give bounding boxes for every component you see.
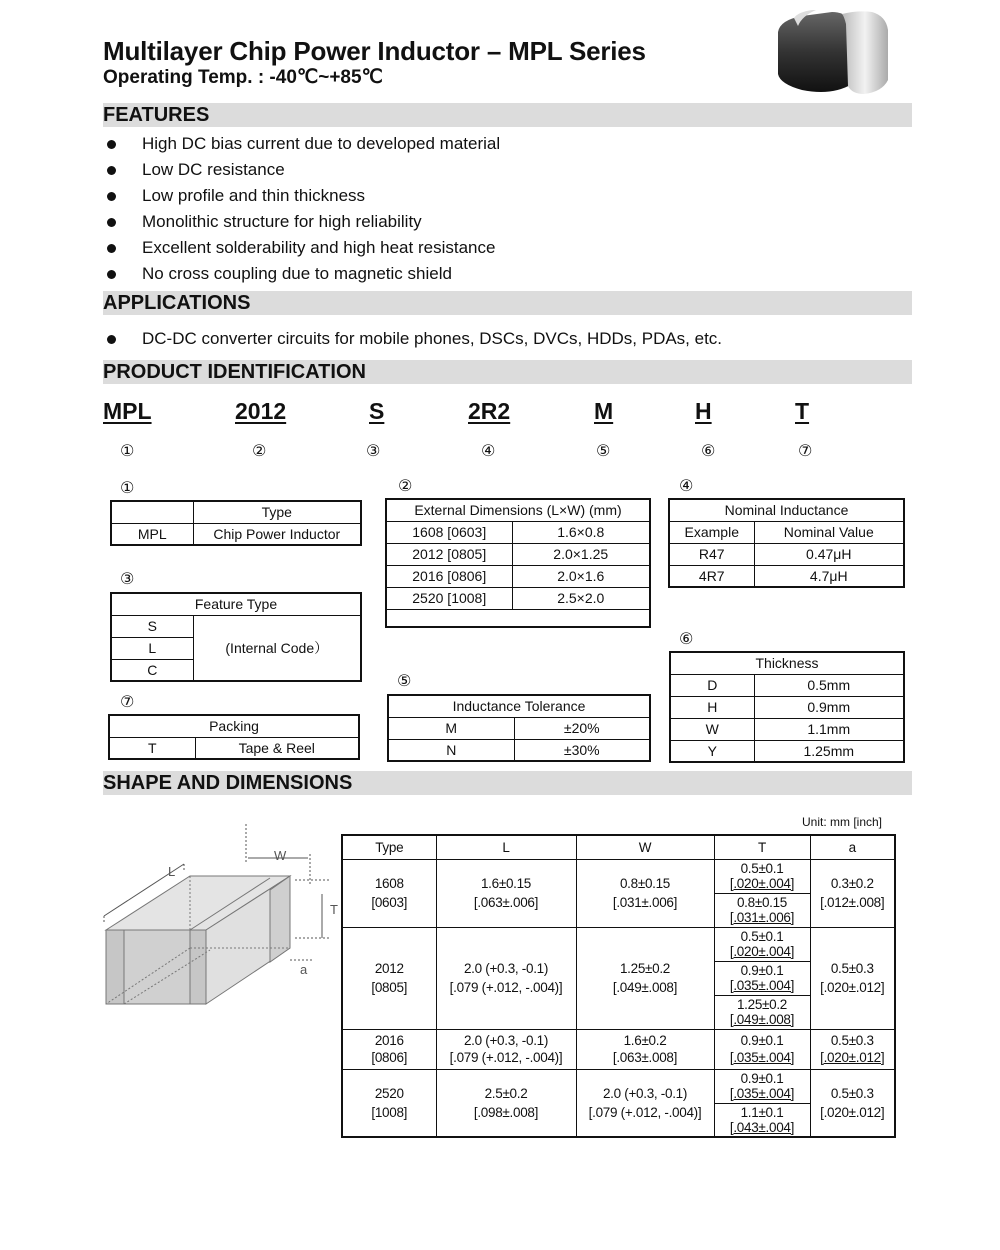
w-inch: [.049±.008] — [612, 980, 678, 995]
w-inch: [.079 (+.012, -.004)] — [588, 1104, 702, 1120]
dim-table — [385, 498, 651, 628]
marker-6: ⑥ — [701, 441, 716, 460]
tolerance-value: ±30% — [514, 739, 650, 761]
list-item: No cross coupling due to magnetic shield — [103, 261, 500, 287]
marker-2: ② — [252, 441, 267, 460]
feature-table — [110, 592, 362, 682]
type-inch: [0805] — [371, 980, 408, 995]
code-tolerance: M — [594, 398, 614, 424]
t-inch: [.043±.004] — [729, 1119, 795, 1135]
t-mm: 1.25±0.2 — [736, 997, 788, 1012]
dim-code: 2012 [0805] — [386, 543, 512, 565]
inductance-header: Nominal Inductance — [669, 499, 904, 521]
tolerance-header: Inductance Tolerance — [388, 695, 650, 717]
tolerance-value: ±20% — [514, 717, 650, 739]
code-feature: S — [369, 398, 385, 424]
code-inductance: 2R2 — [468, 398, 511, 424]
inductance-code: R47 — [669, 543, 754, 565]
unit-label: Unit: mm [inch] — [802, 815, 883, 829]
features-heading: FEATURES — [103, 103, 912, 127]
l-inch: [.079 (+.012, -.004)] — [449, 1050, 563, 1065]
tolerance-table-marker: ⑤ — [397, 671, 412, 690]
applications-list — [103, 326, 722, 352]
l-mm: 2.5±0.2 — [484, 1085, 528, 1101]
feature-table-marker: ③ — [120, 569, 135, 588]
type-desc: Chip Power Inductor — [193, 523, 361, 545]
a-inch: [.020±.012] — [820, 980, 885, 995]
a-mm: 0.5±0.3 — [830, 961, 874, 976]
dim-value: 2.0×1.25 — [512, 543, 650, 565]
dim-value: 1.6×0.8 — [512, 521, 650, 543]
type-table — [110, 500, 362, 546]
inductance-table — [668, 498, 905, 588]
col-header-a: a — [810, 835, 895, 859]
t-mm: 0.5±0.1 — [740, 861, 784, 876]
w-mm: 0.8±0.15 — [619, 876, 671, 891]
marker-3: ③ — [366, 441, 381, 460]
w-mm: 1.25±0.2 — [619, 961, 671, 976]
feature-code: L — [111, 637, 193, 659]
w-inch: [.031±.006] — [612, 895, 678, 910]
marker-5: ⑤ — [596, 441, 611, 460]
inductance-col-value: Nominal Value — [754, 521, 904, 543]
marker-7: ⑦ — [798, 441, 813, 460]
type-code: 2012 — [374, 961, 404, 976]
bullet-icon — [107, 166, 116, 175]
l-mm: 2.0 (+0.3, -0.1) — [463, 961, 549, 976]
feature-header: Feature Type — [111, 593, 361, 615]
t-inch: [.049±.008] — [729, 1012, 795, 1027]
feature-desc: (Internal Code） — [193, 615, 361, 681]
tolerance-table — [387, 694, 651, 762]
w-inch: [.063±.008] — [612, 1050, 678, 1065]
col-header-t: T — [714, 835, 810, 859]
list-item: DC-DC converter circuits for mobile phones, DSCs, DVCs, HDDs, PDAs, etc. — [103, 326, 722, 352]
diagram-label-w: W — [274, 848, 287, 863]
a-inch: [.020±.012] — [820, 1104, 885, 1120]
type-inch: [0806] — [371, 1050, 408, 1065]
l-inch: [.098±.008] — [473, 1104, 539, 1120]
chip-product-image — [772, 4, 892, 96]
t-mm: 0.5±0.1 — [740, 929, 784, 944]
shape-heading: SHAPE AND DIMENSIONS — [103, 771, 912, 795]
marker-4: ④ — [481, 441, 496, 460]
packing-table-marker: ⑦ — [120, 692, 135, 711]
page-title: Multilayer Chip Power Inductor – MPL Series — [103, 36, 646, 66]
tolerance-code: M — [388, 717, 514, 739]
type-code: 2520 — [374, 1085, 404, 1101]
a-mm: 0.3±0.2 — [830, 876, 874, 891]
inductance-code: 4R7 — [669, 565, 754, 587]
col-header-type: Type — [342, 835, 436, 859]
bullet-icon — [107, 244, 116, 253]
inductance-table-marker: ④ — [679, 476, 694, 495]
product-id-heading: PRODUCT IDENTIFICATION — [103, 360, 912, 384]
type-table-marker: ① — [120, 478, 135, 497]
thickness-code: W — [670, 718, 754, 740]
t-inch: [.020±.004] — [729, 944, 795, 959]
w-mm: 1.6±0.2 — [623, 1033, 667, 1048]
a-inch: [.012±.008] — [820, 895, 885, 910]
type-header: Type — [193, 501, 361, 523]
feature-code: S — [111, 615, 193, 637]
marker-1: ① — [120, 441, 135, 460]
packing-desc: Tape & Reel — [195, 737, 359, 759]
t-inch: [.035±.004] — [729, 978, 795, 993]
chip-dimension-diagram — [100, 824, 338, 1014]
type-inch: [1008] — [371, 1104, 408, 1120]
packing-table — [108, 714, 360, 760]
thickness-value: 1.1mm — [754, 718, 904, 740]
col-header-w: W — [576, 835, 714, 859]
part-number-codes — [103, 398, 823, 428]
col-header-l: L — [436, 835, 576, 859]
t-mm: 0.8±0.15 — [736, 895, 788, 910]
dimensions-table — [341, 834, 896, 1138]
list-item: High DC bias current due to developed material — [103, 131, 500, 157]
t-inch: [.020±.004] — [729, 876, 795, 891]
l-inch: [.079 (+.012, -.004)] — [449, 980, 563, 995]
thickness-code: D — [670, 674, 754, 696]
t-inch: [.035±.004] — [729, 1086, 795, 1101]
a-mm: 0.5±0.3 — [830, 1033, 874, 1048]
t-inch: [.035±.004] — [729, 1050, 795, 1065]
t-mm: 0.9±0.1 — [740, 1071, 784, 1086]
tolerance-code: N — [388, 739, 514, 761]
bullet-icon — [107, 335, 116, 344]
thickness-value: 0.9mm — [754, 696, 904, 718]
list-item: Monolithic structure for high reliability — [103, 209, 500, 235]
dim-code: 1608 [0603] — [386, 521, 512, 543]
inductance-value: 0.47μH — [754, 543, 904, 565]
t-mm: 0.9±0.1 — [740, 1033, 784, 1048]
thickness-table-marker: ⑥ — [679, 629, 694, 648]
operating-temp: Operating Temp. : -40℃~+85℃ — [103, 67, 383, 88]
type-code: MPL — [111, 523, 193, 545]
t-inch: [.031±.006] — [729, 910, 795, 925]
code-series: MPL — [103, 398, 152, 424]
inductance-value: 4.7μH — [754, 565, 904, 587]
inductance-col-example: Example — [669, 521, 754, 543]
table-row — [342, 1029, 895, 1069]
thickness-value: 1.25mm — [754, 740, 904, 762]
dim-value: 2.5×2.0 — [512, 587, 650, 609]
l-mm: 1.6±0.15 — [480, 876, 532, 891]
thickness-code: Y — [670, 740, 754, 762]
bullet-icon — [107, 192, 116, 201]
w-mm: 2.0 (+0.3, -0.1) — [602, 1085, 688, 1101]
diagram-label-l: L — [168, 864, 176, 879]
packing-code: T — [109, 737, 195, 759]
a-mm: 0.5±0.3 — [830, 1085, 874, 1101]
dim-table-marker: ② — [398, 476, 413, 495]
bullet-icon — [107, 270, 116, 279]
bullet-icon — [107, 140, 116, 149]
feature-code: C — [111, 659, 193, 681]
diagram-label-a: a — [300, 962, 308, 977]
dim-header: External Dimensions (L×W) (mm) — [386, 499, 650, 521]
code-thickness: H — [695, 398, 712, 424]
thickness-value: 0.5mm — [754, 674, 904, 696]
list-item: Low DC resistance — [103, 157, 500, 183]
a-inch: [.020±.012] — [820, 1050, 885, 1065]
thickness-code: H — [670, 696, 754, 718]
l-inch: [.063±.006] — [473, 895, 539, 910]
dim-code: 2016 [0806] — [386, 565, 512, 587]
dim-code: 2520 [1008] — [386, 587, 512, 609]
packing-header: Packing — [109, 715, 359, 737]
list-item: Low profile and thin thickness — [103, 183, 500, 209]
table-row — [342, 1069, 895, 1103]
t-mm: 1.1±0.1 — [740, 1104, 784, 1120]
features-list — [103, 131, 500, 287]
diagram-label-t: T — [330, 902, 338, 917]
code-dimension: 2012 — [235, 398, 287, 424]
applications-heading: APPLICATIONS — [103, 291, 912, 315]
table-row — [342, 859, 895, 893]
code-packing: T — [795, 398, 810, 424]
thickness-table — [669, 651, 905, 763]
table-row — [342, 927, 895, 961]
type-code: 1608 — [374, 876, 404, 891]
dim-value: 2.0×1.6 — [512, 565, 650, 587]
t-mm: 0.9±0.1 — [740, 963, 784, 978]
l-mm: 2.0 (+0.3, -0.1) — [463, 1033, 549, 1048]
bullet-icon — [107, 218, 116, 227]
list-item: Excellent solderability and high heat resistance — [103, 235, 500, 261]
type-code: 2016 — [374, 1033, 404, 1048]
type-inch: [0603] — [371, 895, 408, 910]
thickness-header: Thickness — [670, 652, 904, 674]
